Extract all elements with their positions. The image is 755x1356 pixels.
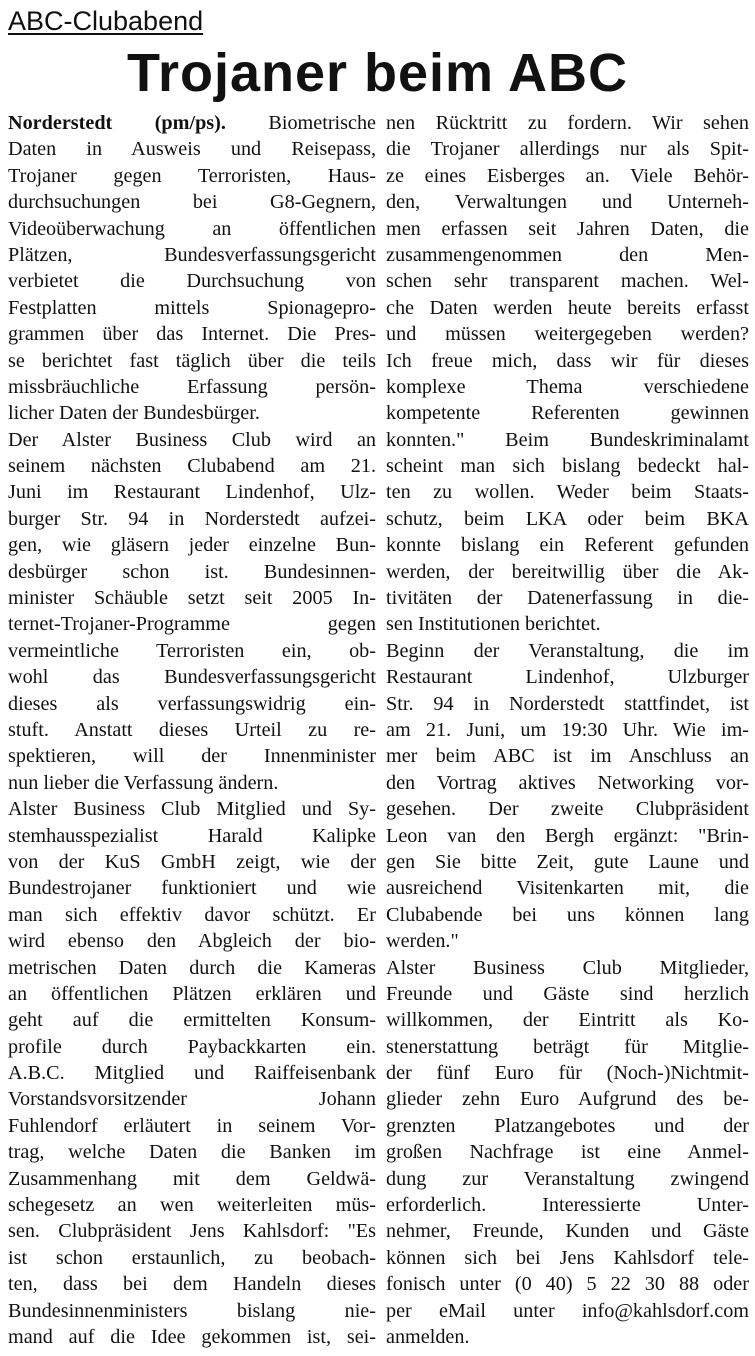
- text-line: geht auf die ermittelten Konsum-: [8, 1009, 376, 1032]
- text-line: Restaurant Lindenhof, Ulzburger: [386, 666, 749, 689]
- text-line: Bundesinnenministers bislang nie-: [8, 1299, 376, 1322]
- text-line: man sich effektiv davor schützt. Er: [8, 903, 376, 926]
- text-line: vermeintliche Terroristen ein, ob-: [8, 639, 376, 662]
- text-line: minister Schäuble setzt seit 2005 In-: [8, 587, 376, 610]
- article-column-left: [8, 110, 376, 1350]
- byline: Norderstedt (pm/ps).: [8, 112, 226, 134]
- text-line: wird ebenso den Abgleich der bio-: [8, 930, 376, 953]
- text-line: wohl das Bundesverfassungsgericht: [8, 666, 376, 689]
- text-line: ausreichend Visitenkarten mit, die: [386, 877, 749, 900]
- text-line: Zusammenhang mit dem Geldwä-: [8, 1167, 376, 1190]
- text-line: am 21. Juni, um 19:30 Uhr. Wie im-: [386, 718, 749, 741]
- text-line: grammen über das Internet. Die Pres-: [8, 323, 376, 346]
- text-line: ze eines Eisberges an. Viele Behör-: [386, 164, 749, 187]
- text-line: nen Rücktritt zu fordern. Wir sehen: [386, 112, 749, 134]
- text-line: licher Daten der Bundesbürger.: [8, 402, 260, 425]
- text-line: Freunde und Gäste sind herzlich: [386, 982, 749, 1005]
- text-line: zusammengenommen den Men-: [386, 243, 749, 266]
- text-line: schegesetz an wen weiterleiten müs-: [8, 1194, 376, 1217]
- text-line: den, Verwaltungen und Unterneh-: [386, 191, 749, 214]
- text-line: tivitäten der Datenerfassung in die-: [386, 587, 749, 610]
- text-line: mer beim ABC ist im Anschluss an: [386, 745, 749, 768]
- text-line: Beginn der Veranstaltung, die im: [386, 639, 749, 662]
- text-line: Trojaner gegen Terroristen, Haus-: [8, 164, 376, 187]
- text-line: durchsuchungen bei G8-Gegnern,: [8, 191, 376, 214]
- text-line: stuft. Anstatt dieses Urteil zu re-: [8, 718, 376, 741]
- text-line: gen Sie bitte Zeit, gute Laune und: [386, 850, 749, 873]
- text-line: sen Institutionen berichtet.: [386, 613, 601, 636]
- text-line: seinem nächsten Clubabend am 21.: [8, 455, 376, 478]
- text-line: [8, 110, 376, 136]
- text-line: stemhausspezialist Harald Kalipke: [8, 824, 376, 847]
- article-headline: Trojaner beim ABC: [126, 43, 629, 103]
- text-line: sen. Clubpräsident Jens Kahlsdorf: "Es: [8, 1220, 376, 1243]
- text-line: und müssen weitergegeben werden?: [386, 323, 749, 346]
- text-line: Clubabende bei uns können lang: [386, 903, 749, 926]
- text-line: ten zu wollen. Weder beim Staats-: [386, 481, 749, 504]
- text-line: Videoüberwachung an öffentlichen: [8, 217, 376, 240]
- text-line: Alster Business Club Mitglied und Sy-: [8, 798, 376, 821]
- text-line: profile durch Paybackkarten ein.: [8, 1035, 376, 1058]
- text-line: Daten in Ausweis und Reisepass,: [8, 138, 376, 161]
- text-line: erforderlich. Interessierte Unter-: [386, 1194, 749, 1217]
- text-line: Der Alster Business Club wird an: [8, 428, 376, 451]
- text-line: der fünf Euro für (Noch-)Nichtmit-: [386, 1062, 749, 1085]
- text-line: fonisch unter (0 40) 5 22 30 88 oder: [386, 1273, 749, 1296]
- text-line: konnte bislang ein Referent gefunden: [386, 534, 749, 557]
- text-line: men erfassen seit Jahren Daten, die: [386, 217, 749, 240]
- text-line: mand auf die Idee gekommen ist, sei-: [8, 1325, 376, 1348]
- text-line: an öffentlichen Plätzen erklären und: [8, 982, 376, 1005]
- text-line-content: Biometrische: [268, 112, 377, 134]
- text-line: gen, wie gläsern jeder einzelne Bun-: [8, 534, 376, 557]
- text-line: Str. 94 in Norderstedt stattfindet, ist: [386, 692, 749, 715]
- text-line: missbräuchliche Erfassung persön-: [8, 375, 376, 398]
- text-line: dung zur Veranstaltung zwingend: [386, 1167, 749, 1190]
- text-line: die Trojaner allerdings nur als Spit-: [386, 138, 749, 161]
- text-line: großen Nachfrage ist eine Anmel-: [386, 1141, 749, 1164]
- text-line: nehmer, Freunde, Kunden und Gäste: [386, 1220, 749, 1243]
- text-line: Festplatten mittels Spionagepro-: [8, 296, 376, 319]
- text-line: Leon van den Bergh ergänzt: "Brin-: [386, 824, 749, 847]
- text-line: ternet-Trojaner-Programme gegen: [8, 613, 376, 636]
- text-line: spektieren, will der Innenminister: [8, 745, 376, 768]
- text-line: ten, dass bei dem Handeln dieses: [8, 1273, 376, 1296]
- text-line: Vorstandsvorsitzender Johann: [8, 1088, 376, 1111]
- text-line: Juni im Restaurant Lindenhof, Ulz-: [8, 481, 376, 504]
- text-line: gesehen. Der zweite Clubpräsident: [386, 798, 749, 821]
- text-line: verbietet die Durchsuchung von: [8, 270, 376, 293]
- text-line: se berichtet fast täglich über die teils: [8, 349, 376, 372]
- text-line: stenerstattung beträgt für Mitglie-: [386, 1035, 749, 1058]
- text-line: glieder zehn Euro Aufgrund des be-: [386, 1088, 749, 1111]
- text-line: per eMail unter info@kahlsdorf.com: [386, 1299, 749, 1322]
- text-line: Bundestrojaner funktioniert und wie: [8, 877, 376, 900]
- text-line: dieses als verfassungswidrig ein-: [8, 692, 376, 715]
- text-line: desbürger schon ist. Bundesinnen-: [8, 560, 376, 583]
- text-line: Alster Business Club Mitglieder,: [386, 956, 749, 979]
- text-line: von der KuS GmbH zeigt, wie der: [8, 850, 376, 873]
- text-line: anmelden.: [386, 1325, 470, 1348]
- text-line: können sich bei Jens Kahlsdorf tele-: [386, 1246, 749, 1269]
- text-line: trag, welche Daten die Banken im: [8, 1141, 376, 1164]
- text-line: ist schon erstaunlich, zu beobach-: [8, 1246, 376, 1269]
- text-line: Ich freue mich, dass wir für dieses: [386, 349, 749, 372]
- text-line: konnten." Beim Bundeskriminalamt: [386, 428, 749, 451]
- text-line: che Daten werden heute bereits erfasst: [386, 296, 749, 319]
- text-line: metrischen Daten durch die Kameras: [8, 956, 376, 979]
- text-line: willkommen, der Eintritt als Ko-: [386, 1009, 749, 1032]
- text-line: schen sehr transparent machen. Wel-: [386, 270, 749, 293]
- text-line: nun lieber die Verfassung ändern.: [8, 771, 279, 794]
- text-line: Fuhlendorf erläutert in seinem Vor-: [8, 1114, 376, 1137]
- text-line: scheint man sich bislang bedeckt hal-: [386, 455, 749, 478]
- text-line: kompetente Referenten gewinnen: [386, 402, 749, 425]
- text-line: werden.": [386, 930, 459, 953]
- text-line: Plätzen, Bundesverfassungsgericht: [8, 243, 376, 266]
- text-line: A.B.C. Mitglied und Raiffeisenbank: [8, 1062, 376, 1085]
- text-line: den Vortrag aktives Networking vor-: [386, 771, 749, 794]
- text-line: komplexe Thema verschiedene: [386, 375, 749, 398]
- text-line: burger Str. 94 in Norderstedt aufzei-: [8, 507, 376, 530]
- text-line: werden, der bereitwillig über die Ak-: [386, 560, 749, 583]
- text-line: grenzten Platzangebotes und der: [386, 1114, 749, 1137]
- text-line: schutz, beim LKA oder beim BKA: [386, 507, 749, 530]
- article-column-right: [386, 110, 749, 1350]
- article-kicker: ABC-Clubabend: [8, 6, 204, 36]
